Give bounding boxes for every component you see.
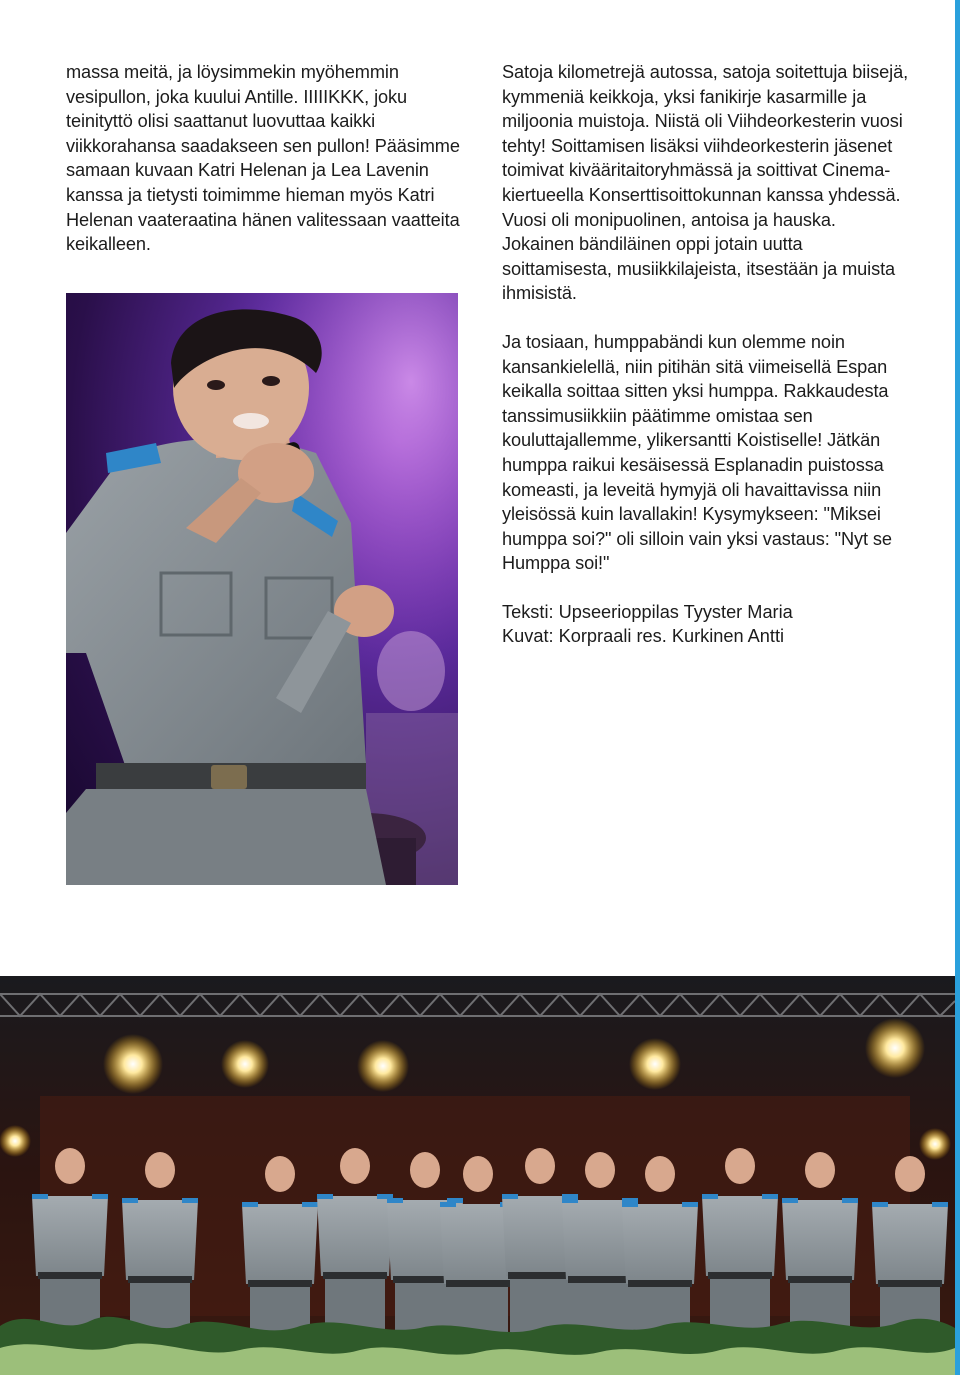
- singer-photo: [66, 293, 458, 885]
- right-paragraph-2: Ja tosiaan, humppabändi kun olemme noin kansankielellä, niin pitihän sitä viimeisellä Espan keikalla soittaa sitten yksi humppa. Rakkaudesta tanssimusiikkiin päätimme omistaa sen kouluttajallemme, ylikersantti Koistiselle! Jätkän humppa raikui kesäisessä Esplanadin puistossa komeasti, ja leveitä hymyjä oli havaittavissa niin yleisössä kuin lavallakin! Kysymykseen: "Miksei humppa soi?" oli silloin vain yksi vastaus: "Nyt se Humppa soi!": [502, 331, 892, 574]
- credit-text-author: Teksti: Upseerioppilas Tyyster Maria: [502, 601, 793, 622]
- credits: [502, 600, 910, 649]
- page-edge-stripe: [955, 0, 960, 1375]
- right-paragraph-1: Satoja kilometrejä autossa, satoja soitettuja biisejä, kymmeniä keikkoja, yksi fanikirje kasarmille ja miljoonia muistoja. Niistä oli Viihdeorkesterin vuosi tehty! Soittamisen lisäksi viihdeorkesterin jäsenet toimivat kivääritaitoryhmässä ja soittivat Cinema-kiertueella Konserttisoittokunnan kanssa yhdessä. Vuosi oli monipuolinen, antoisa ja hauska. Jokainen bändiläinen oppi jotain uutta soittamisesta, musiikkilajeista, itsestään ja muista ihmisistä.: [502, 62, 909, 304]
- right-text-column: [502, 60, 910, 649]
- credit-photographer: Kuvat: Korpraali res. Kurkinen Antti: [502, 626, 785, 647]
- left-paragraph: massa meitä, ja löysimmekin myöhemmin vesipullon, joka kuului Antille. IIIIIKKK, joku teinityttö olisi saattanut luovuttaa kaikki viikkorahansa saadakseen sen pullon! Pääsimme samaan kuvaan Katri Helenan ja Lea Lavenin kanssa ja tietysti toimimme hieman myös Katri Helenan vaateraatina hänen valitessaan vaatteita keikalleen.: [66, 62, 460, 255]
- left-text-column: [66, 60, 464, 257]
- band-photo: [0, 976, 955, 1375]
